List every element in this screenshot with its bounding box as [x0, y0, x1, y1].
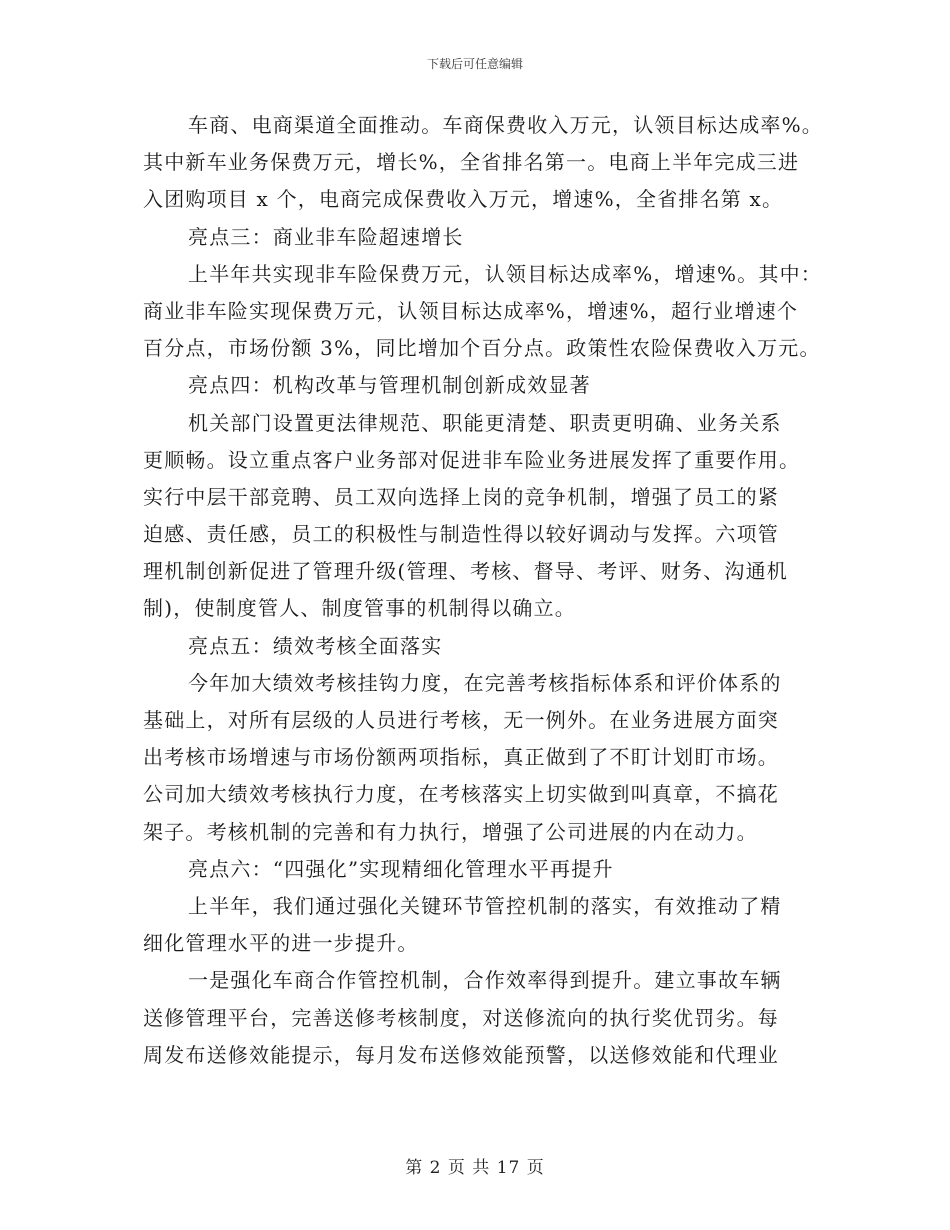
paragraph-line: 周发布送修效能提示，每月发布送修效能预警，以送修效能和代理业	[143, 1042, 779, 1067]
page-header: 下载后可任意编辑	[426, 57, 523, 71]
page-number-footer: 第 2 页 共 17 页	[405, 1158, 545, 1178]
paragraph-line: 百分点，市场份额 3%，同比增加个百分点。政策性农险保费收入万元。	[143, 336, 821, 361]
paragraph-line: 今年加大绩效考核挂钩力度，在完善考核指标体系和评价体系的	[188, 670, 782, 695]
paragraph-line: 入团购项目 x 个，电商完成保费收入万元，增速%，全省排名第 x。	[143, 187, 784, 212]
section-heading: 亮点四：机构改革与管理机制创新成效显著	[188, 373, 591, 398]
section-heading: 亮点六：“四强化”实现精细化管理水平再提升	[188, 856, 614, 881]
paragraph-line: 基础上，对所有层级的人员进行考核，无一例外。在业务进展方面突	[143, 708, 779, 732]
paragraph-line: 商业非车险实现保费万元，认领目标达成率%，增速%，超行业增速个	[143, 298, 799, 323]
paragraph-line: 上半年，我们通过强化关键环节管控机制的落实，有效推动了精	[188, 893, 782, 918]
paragraph-line: 制)，使制度管人、制度管事的机制得以确立。	[143, 596, 577, 621]
paragraph-line: 出考核市场增速与市场份额两项指标，真正做到了不盯计划盯市场。	[143, 745, 779, 770]
paragraph-line: 上半年共实现非车险保费万元，认领目标达成率%，增速%。其中：	[188, 261, 823, 286]
paragraph-line: 理机制创新促进了管理升级(管理、考核、督导、考评、财务、沟通机	[143, 559, 789, 584]
paragraph-line: 机关部门设置更法律规范、职能更清楚、职责更明确、业务关系	[188, 410, 782, 435]
paragraph-line: 迫感、责任感，员工的积极性与制造性得以较好调动与发挥。六项管	[143, 522, 779, 547]
paragraph-line: 一是强化车商合作管控机制，合作效率得到提升。建立事故车辆	[188, 968, 782, 993]
paragraph-line: 其中新车业务保费万元，增长%，全省排名第一。电商上半年完成三进	[143, 150, 800, 175]
section-heading: 亮点五：绩效考核全面落实	[188, 633, 443, 658]
paragraph-line: 送修管理平台，完善送修考核制度，对送修流向的执行奖优罚劣。每	[143, 1005, 779, 1030]
paragraph-line: 架子。考核机制的完善和有力执行，增强了公司进展的内在动力。	[143, 819, 758, 844]
paragraph-line: 实行中层干部竞聘、员工双向选择上岗的竞争机制，增强了员工的紧	[143, 484, 779, 509]
document-body	[143, 107, 824, 1074]
paragraph-line: 更顺畅。设立重点客户业务部对促进非车险业务进展发挥了重要作用。	[143, 447, 801, 472]
paragraph-line: 细化管理水平的进一步提升。	[143, 931, 419, 956]
paragraph-line: 车商、电商渠道全面推动。车商保费收入万元，认领目标达成率%。	[188, 113, 824, 137]
paragraph-line: 公司加大绩效考核执行力度，在考核落实上切实做到叫真章，不搞花	[143, 782, 779, 807]
section-heading: 亮点三：商业非车险超速增长	[188, 224, 464, 249]
